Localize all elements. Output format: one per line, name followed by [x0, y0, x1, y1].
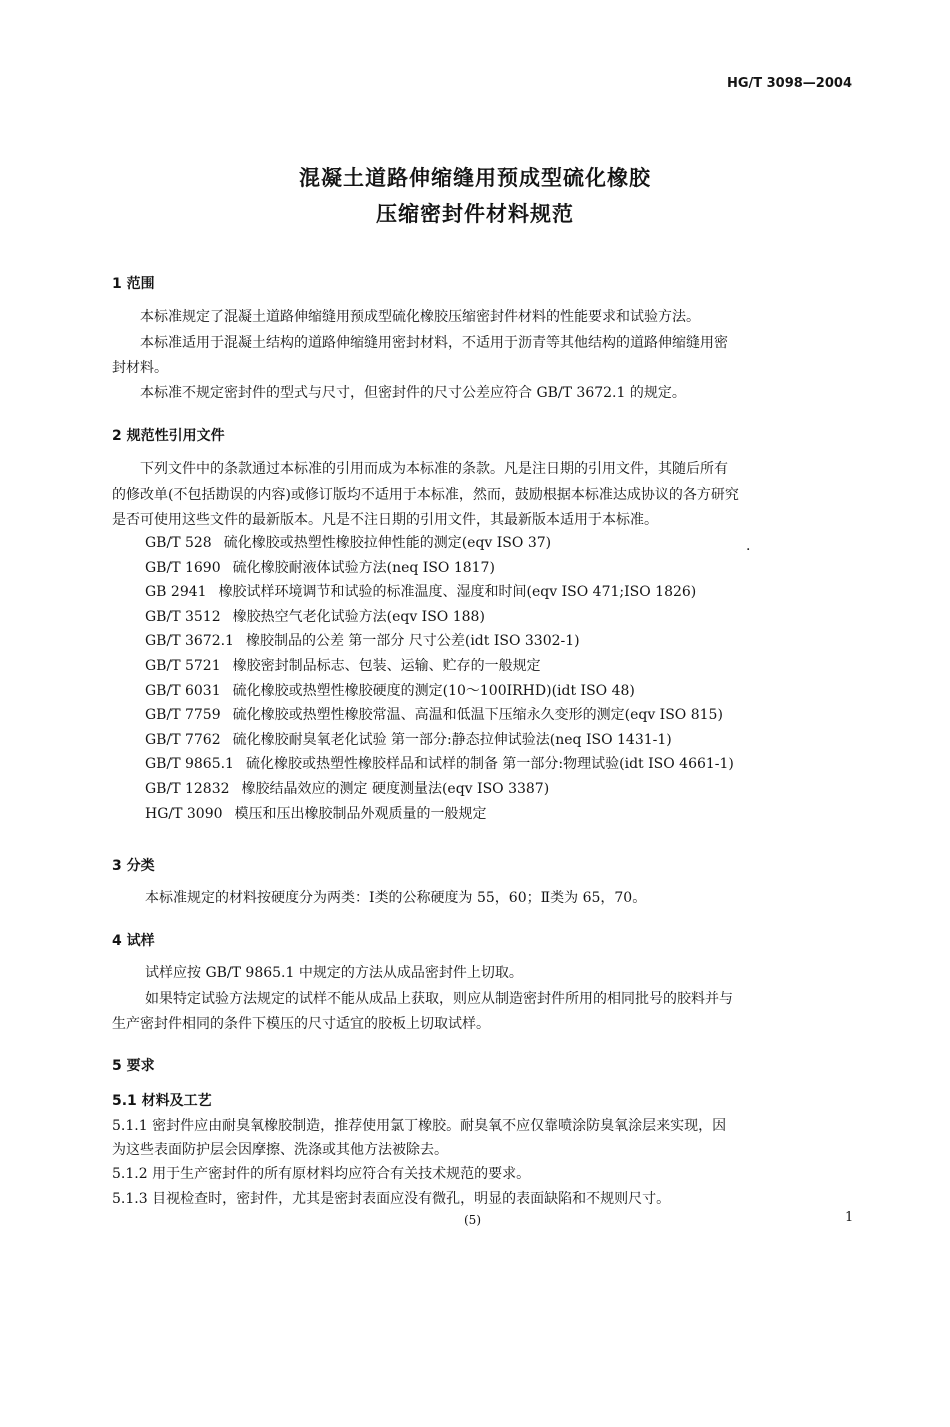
reference-title: 橡胶结晶效应的测定 硬度测量法(eqv ISO 3387)	[241, 780, 550, 797]
page-number: 1	[845, 1210, 854, 1225]
reference-code: GB/T 6031	[145, 682, 221, 699]
section-1-heading: 1 范围	[112, 276, 155, 292]
footer-center-mark: (5)	[464, 1213, 481, 1227]
reference-code: GB/T 1690	[145, 559, 221, 576]
reference-code: HG/T 3090	[145, 805, 223, 822]
normative-reference-list	[145, 531, 734, 826]
stray-mark: ·	[746, 542, 751, 558]
clause-5-1-1-line-2: 为这些表面防护层会因摩擦、洗涤或其他方法被除去。	[112, 1142, 448, 1158]
reference-title: 橡胶密封制品标志、包装、运输、贮存的一般规定	[232, 657, 541, 674]
clause-5-1-3: 5.1.3 目视检查时，密封件，尤其是密封表面应没有微孔，明显的表面缺陷和不规则尺寸。	[112, 1191, 671, 1207]
reference-code: GB/T 7759	[145, 707, 221, 724]
reference-item	[145, 531, 734, 556]
reference-code: GB 2941	[145, 584, 207, 601]
reference-item	[145, 679, 734, 704]
section-5-heading: 5 要求	[112, 1058, 155, 1074]
reference-title: 硫化橡胶耐液体试验方法(neq ISO 1817)	[232, 559, 495, 576]
reference-title: 硫化橡胶或热塑性橡胶拉伸性能的测定(eqv ISO 37)	[223, 535, 552, 551]
reference-item	[145, 703, 734, 728]
section-4-paragraph-2-line-1: 如果特定试验方法规定的试样不能从成品上获取，则应从制造密封件所用的相同批号的胶料并与	[145, 991, 733, 1007]
section-5-1-heading: 5.1 材料及工艺	[112, 1093, 212, 1109]
clause-5-1-2: 5.1.2 用于生产密封件的所有原材料均应符合有关技术规范的要求。	[112, 1166, 531, 1182]
reference-item	[145, 629, 734, 654]
reference-code: GB/T 12832	[145, 780, 230, 797]
section-3-paragraph-1: 本标准规定的材料按硬度分为两类：Ⅰ类的公称硬度为 55，60；Ⅱ类为 65，70。	[145, 890, 647, 906]
reference-item	[145, 654, 734, 679]
section-3-heading: 3 分类	[112, 858, 155, 874]
section-4-paragraph-1: 试样应按 GB/T 9865.1 中规定的方法从成品密封件上切取。	[145, 965, 523, 981]
section-2-intro-line-2: 的修改单(不包括勘误的内容)或修订版均不适用于本标准，然而，鼓励根据本标准达成协议的各方研究	[112, 487, 739, 503]
reference-code: GB/T 5721	[145, 657, 221, 674]
reference-title: 硫化橡胶或热塑性橡胶常温、高温和低温下压缩永久变形的测定(eqv ISO 815)	[232, 707, 723, 724]
section-1-paragraph-3: 本标准不规定密封件的型式与尺寸，但密封件的尺寸公差应符合 GB/T 3672.1 的规定。	[140, 385, 686, 401]
reference-item	[145, 580, 734, 605]
section-2-heading: 2 规范性引用文件	[112, 428, 225, 444]
reference-item	[145, 752, 734, 777]
reference-code: GB/T 7762	[145, 731, 221, 748]
section-1-paragraph-2-line-1: 本标准适用于混凝土结构的道路伸缩缝用密封材料，不适用于沥青等其他结构的道路伸缩缝用密	[140, 335, 728, 351]
reference-code: GB/T 9865.1	[145, 756, 234, 773]
document-code: HG/T 3098—2004	[726, 76, 852, 91]
reference-item	[145, 728, 734, 753]
reference-item	[145, 556, 734, 581]
section-1-paragraph-2-line-2: 封材料。	[112, 360, 168, 376]
section-4-heading: 4 试样	[112, 933, 155, 949]
section-1-paragraph-1: 本标准规定了混凝土道路伸缩缝用预成型硫化橡胶压缩密封件材料的性能要求和试验方法。	[140, 309, 700, 325]
reference-title: 模压和压出橡胶制品外观质量的一般规定	[234, 805, 487, 822]
reference-title: 橡胶热空气老化试验方法(eqv ISO 188)	[232, 608, 485, 625]
section-2-intro-line-1: 下列文件中的条款通过本标准的引用而成为本标准的条款。凡是注日期的引用文件，其随后所有	[140, 461, 728, 477]
reference-code: GB/T 3512	[145, 608, 221, 625]
clause-5-1-1-line-1: 5.1.1 密封件应由耐臭氧橡胶制造，推荐使用氯丁橡胶。耐臭氧不应仅靠喷涂防臭氧涂层来实现，因	[112, 1118, 727, 1134]
reference-code: GB/T 528	[145, 535, 212, 551]
section-4-paragraph-2-line-2: 生产密封件相同的条件下模压的尺寸适宜的胶板上切取试样。	[112, 1016, 490, 1032]
title-line-1: 混凝土道路伸缩缝用预成型硫化橡胶	[299, 166, 651, 190]
title-line-2: 压缩密封件材料规范	[376, 202, 574, 226]
reference-code: GB/T 3672.1	[145, 633, 234, 650]
reference-item	[145, 777, 734, 802]
reference-title: 橡胶制品的公差 第一部分 尺寸公差(idt ISO 3302-1)	[245, 633, 580, 650]
reference-title: 橡胶试样环境调节和试验的标准温度、湿度和时间(eqv ISO 471;ISO 1826)	[218, 584, 697, 601]
reference-item	[145, 605, 734, 630]
reference-title: 硫化橡胶耐臭氧老化试验 第一部分:静态拉伸试验法(neq ISO 1431-1)	[232, 731, 672, 748]
reference-title: 硫化橡胶或热塑性橡胶硬度的测定(10～100IRHD)(idt ISO 48)	[232, 682, 635, 699]
reference-item	[145, 802, 734, 827]
reference-title: 硫化橡胶或热塑性橡胶样品和试样的制备 第一部分:物理试验(idt ISO 4661-1)	[245, 756, 734, 773]
section-2-intro-line-3: 是否可使用这些文件的最新版本。凡是不注日期的引用文件，其最新版本适用于本标准。	[112, 512, 658, 528]
